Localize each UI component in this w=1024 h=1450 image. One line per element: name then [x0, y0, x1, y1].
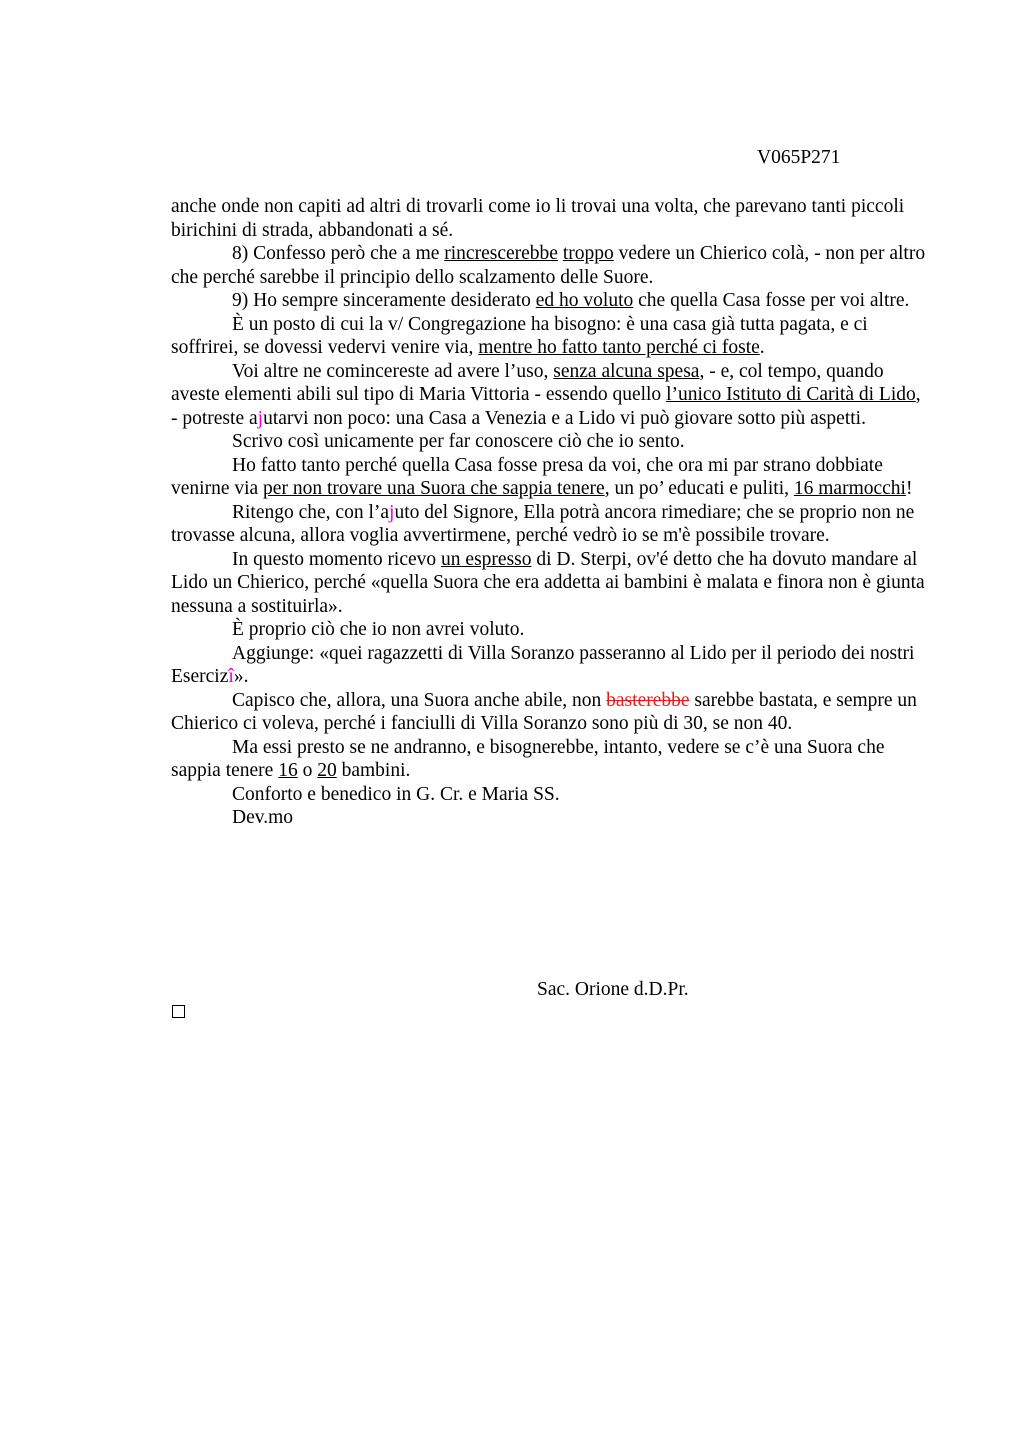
paragraph-6: Scrivo così unicamente per far conoscere ciò che io sento. [232, 431, 685, 452]
underlined-text: ed ho voluto [535, 290, 634, 311]
letter-body [171, 195, 928, 830]
underlined-text: l’unico Istituto di Carità di Lido [666, 384, 916, 405]
underlined-text: 20 [317, 760, 337, 781]
paragraph-9: In questo momento ricevo un espresso di D. Sterpi, ov'é detto che ha dovuto mandare al Lido un Chierico, perché «quella Suora che era addetta ai bambini è malata e finora non è giunta nessuna a sostituirla». [171, 548, 925, 617]
paragraph-5: Voi altre ne comincereste ad avere l’uso, senza alcuna spesa, - e, col tempo, quando aveste elementi abili sul tipo di Maria Vittoria - essendo quello l’unico Istituto di Carità di Lido, - potreste ajutarvi non poco: una Casa a Venezia e a Lido vi può giovare sotto più aspetti. [171, 360, 921, 429]
underlined-text: senza alcuna spesa [553, 360, 700, 382]
closing-salutation: Dev.mo [232, 807, 294, 828]
paragraph-1: anche onde non capiti ad altri di trovarli come io li trovai una volta, che parevano tanti piccoli birichini di strada, abbandonati a sé. [171, 196, 905, 241]
paragraph-12: Capisco che, allora, una Suora anche abile, non basterebbe sarebbe bastata, e sempre un Chierico ci voleva, perché i fanciulli di Villa Soranzo sono più di 30, se non 40. [171, 689, 917, 734]
paragraph-11: Aggiunge: «quei ragazzetti di Villa Soranzo passeranno al Lido per il periodo dei nostri Esercizî». [171, 642, 915, 687]
underlined-text: rincrescerebbe [444, 243, 558, 264]
underlined-text: 16 [278, 760, 298, 781]
paragraph-10: È proprio ciò che io non avrei voluto. [232, 619, 525, 640]
inserted-letter: j [389, 501, 395, 523]
document-id: V065P271 [757, 147, 841, 168]
underlined-text: mentre ho fatto tanto perché ci foste [478, 337, 760, 358]
paragraph-8: Ritengo che, con l’ajuto del Signore, Ella potrà ancora rimediare; che se proprio non ne trovasse alcuna, allora voglia avvertirmene, perché vedrò io se m'è possibile trovare. [171, 501, 915, 546]
underlined-text: per non trovare una Suora che sappia tenere [263, 478, 605, 499]
underlined-text: un espresso [441, 548, 532, 570]
underlined-text: 16 marmocchi [793, 478, 906, 499]
inserted-letter: j [257, 407, 264, 429]
deleted-word: basterebbe [606, 689, 690, 711]
paragraph-3: 9) Ho sempre sinceramente desiderato ed ho voluto che quella Casa fosse per voi altre. [232, 290, 910, 311]
paragraph-7: Ho fatto tanto perché quella Casa fosse presa da voi, che ora mi par strano dobbiate venirne via per non trovare una Suora che sappia tenere, un po’ educati e puliti, 16 marmocchi! [171, 454, 913, 499]
checkbox-icon [172, 1005, 185, 1018]
paragraph-4: È un posto di cui la v/ Congregazione ha bisogno: è una casa già tutta pagata, e ci soffrirei, se dovessi vedervi venire via, mentre ho fatto tanto perché ci foste. [171, 313, 868, 358]
paragraph-13: Ma essi presto se ne andranno, e bisognerebbe, intanto, vedere se c’è una Suora che sappia tenere 16 o 20 bambini. [171, 736, 885, 781]
signature: Sac. Orione d.D.Pr. [537, 979, 689, 1000]
underlined-text: troppo [562, 243, 614, 264]
paragraph-2: 8) Confesso però che a me rincrescerebbe troppo vedere un Chierico colà, - non per altro che perché sarebbe il principio dello scalzamento delle Suore. [171, 243, 926, 288]
closing-line: Conforto e benedico in G. Cr. e Maria SS. [232, 783, 560, 805]
inserted-letter: î [228, 666, 234, 687]
